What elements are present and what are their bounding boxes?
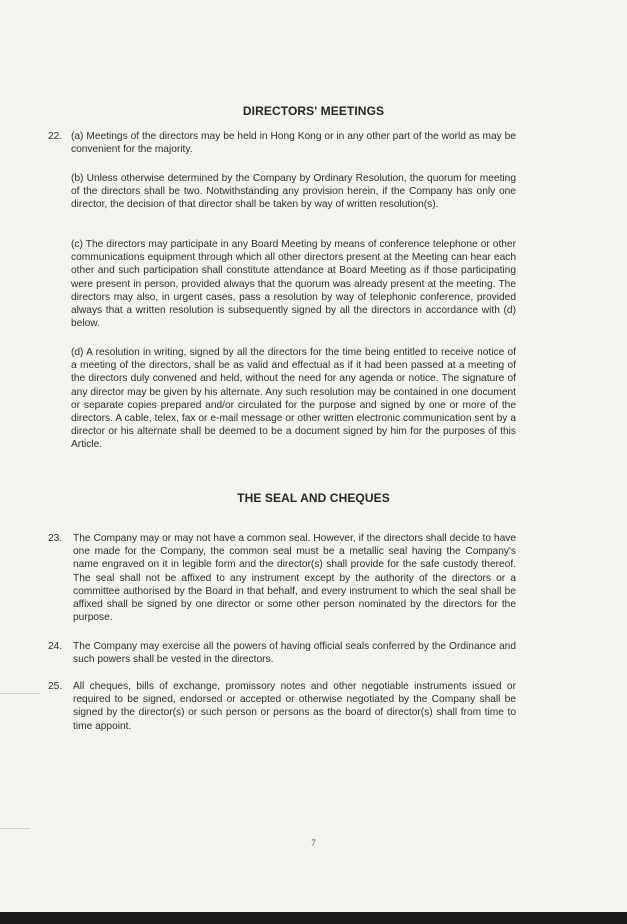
article-22-b: (b) Unless otherwise determined by the Company by Ordinary Resolution, the quorum for meeting of the directors shall be two. Notwithstanding any provision herein, if the Company has only one director, the decision of that director shall be taken by way of written resolution(s). bbox=[71, 173, 516, 211]
article-22-d: (d) A resolution in writing, signed by all the directors for the time being entitled to receive notice of a meeting of the directors, shall be as valid and effectual as if it had been passed at a meeting of the directors duly convened and held, without the need for any agenda or notice. The signature of any director may be given by his alternate. Any such resolution may be contained in one document or separate copies prepared and/or circulated for the purpose and signed by one or more of the directors. A cable, telex, fax or e-mail message or other written electronic communication sent by a director or his alternate shall be deemed to be a document signed by him for the purposes of this Article. bbox=[71, 347, 516, 451]
scan-bottom-edge bbox=[0, 912, 627, 924]
page-number: 7 bbox=[311, 838, 316, 848]
heading-directors-meetings: DIRECTORS' MEETINGS bbox=[242, 104, 385, 118]
article-22-number: 22. bbox=[48, 131, 63, 142]
scan-artifact-line bbox=[0, 828, 30, 829]
article-23-number: 23. bbox=[48, 533, 63, 544]
article-23-text: The Company may or may not have a common seal. However, if the directors shall decide to have one made for the Company, the common seal must be a metallic seal having the Company's name engraved on it in legible form and the director(s) shall provide for the safe custody thereof. The seal shall not be affixed to any instrument except by the authority of the directors or a committee authorised by the Board in that behalf, and every instrument to which the seal shall be affixed shall be signed by one director or some other person nominated by the directors for the purpose. bbox=[73, 533, 516, 624]
article-25-number: 25. bbox=[48, 681, 63, 692]
article-25-text: All cheques, bills of exchange, promissory notes and other negotiable instruments issued or required to be signed, endorsed or accepted or otherwise negotiated by the Company shall be signed by the director(s) or such person or persons as the board of director(s) shall from time to time appoint. bbox=[73, 681, 516, 732]
article-22-c: (c) The directors may participate in any Board Meeting by means of conference telephone or other communications equipment through which all other directors present at the Meeting can hear each other and such participation shall constitute attendance at Board Meeting as if those participating were present in person, provided always that the quorum was already present at the meeting. The directors may also, in urgent cases, pass a resolution by way of telephonic conference, provided always that a written resolution is subsequently signed by all the directors in accordance with (d) below. bbox=[71, 239, 516, 330]
scan-artifact-line bbox=[0, 693, 40, 694]
heading-seal-and-cheques: THE SEAL AND CHEQUES bbox=[237, 491, 390, 505]
article-22-a: (a) Meetings of the directors may be held in Hong Kong or in any other part of the world as may be convenient for the majority. bbox=[71, 131, 516, 156]
article-24-text: The Company may exercise all the powers of having official seals conferred by the Ordinance and such powers shall be vested in the directors. bbox=[73, 641, 516, 666]
article-24-number: 24. bbox=[48, 641, 63, 652]
